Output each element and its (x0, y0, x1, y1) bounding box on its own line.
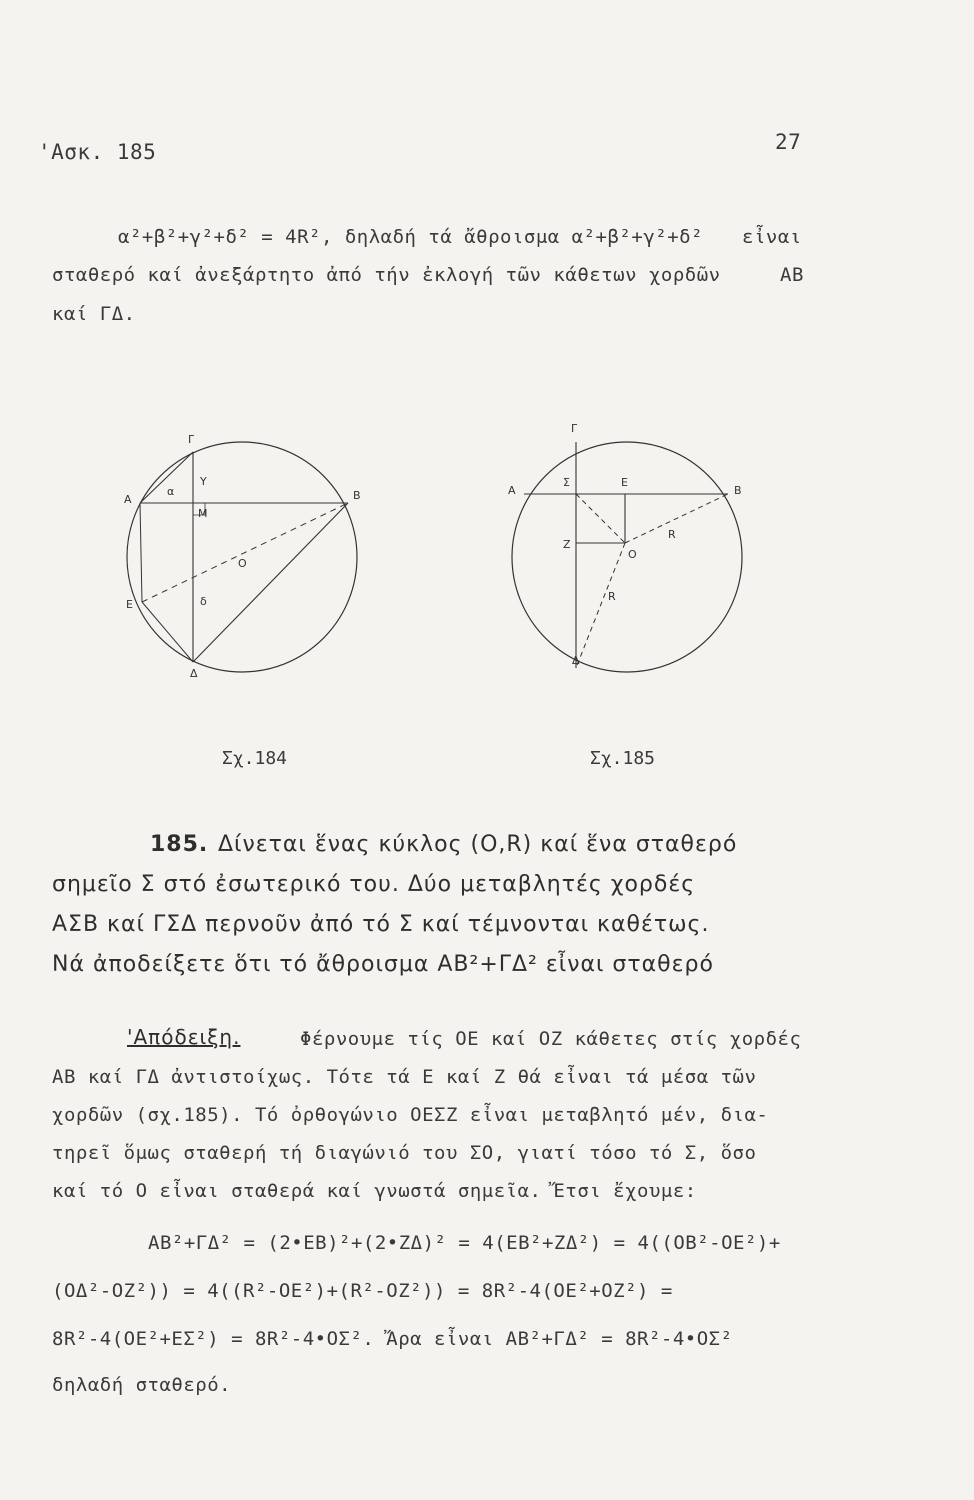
fig185-label-E: Ε (621, 476, 628, 489)
fig184-label-B: Β (353, 489, 361, 502)
intro-line-1-end: εἶναι (742, 226, 802, 248)
proof-line-3: χορδῶν (σχ.185). Τό ὀρθογώνιο ΟΕΣΖ εἶναι μεταβλητό μέν, δια- (52, 1104, 769, 1126)
fig184-label-O: Ο (238, 557, 247, 570)
fig184-caption: Σχ.184 (222, 748, 288, 769)
problem-line-2: σημεῖο Σ στό ἐσωτερικό του. Δύο μεταβλητές χορδές (52, 872, 696, 897)
proof-line-6: δηλαδή σταθερό. (52, 1374, 232, 1396)
intro-line-3: καί ΓΔ. (52, 303, 136, 325)
fig184-diameter-EB (142, 503, 348, 602)
problem-line-4: Νά ἀποδείξετε ὅτι τό ἄθροισμα ΑΒ²+ΓΔ² εἶναι σταθερό (52, 952, 714, 977)
fig184-label-d: δ (200, 595, 207, 608)
problem-line-3: ΑΣΒ καί ΓΣΔ περνοῦν ἀπό τό Σ καί τέμνονται καθέτως. (52, 912, 710, 937)
proof-line-2: ΑΒ καί ΓΔ ἀντιστοίχως. Τότε τά Ε καί Ζ θά εἶναι τά μέσα τῶν (52, 1066, 757, 1088)
problem-number-text: 185. (150, 832, 209, 857)
fig184-label-Y: Υ (200, 475, 207, 488)
proof-line-1: Φέρνουμε τίς ΟΕ καί ΟΖ κάθετες στίς χορδές (300, 1028, 802, 1050)
fig185-seg-OB (625, 494, 728, 543)
proof-equation-2: (ΟΔ²-ΟΖ²)) = 4((R²-ΟΕ²)+(R²-ΟΖ²)) = 8R²-4(ΟΕ²+ΟΖ²) = (52, 1280, 673, 1302)
problem-number (150, 832, 208, 857)
fig185-label-D: Δ (572, 654, 580, 667)
exercise-header: 'Ασκ. 185 (38, 140, 157, 164)
fig185-label-S: Σ (563, 476, 570, 489)
fig184-label-a: α (167, 485, 175, 498)
figure-185 (500, 420, 760, 680)
fig185-label-O: Ο (628, 548, 637, 561)
figure-184 (110, 425, 380, 685)
proof-heading: 'Απόδειξη. (127, 1025, 241, 1049)
fig184-label-D: Δ (190, 667, 198, 680)
fig185-caption: Σχ.185 (590, 748, 656, 769)
fig185-seg-SO (576, 494, 625, 543)
fig185-label-R1: R (668, 528, 676, 541)
fig185-label-Z: Ζ (563, 538, 571, 551)
fig184-seg-AE (140, 503, 142, 602)
fig184-label-E: Ε (126, 598, 133, 611)
intro-line-1: α²+β²+γ²+δ² = 4R², δηλαδή τά ἄθροισμα α²+β²+γ²+δ² (118, 226, 704, 248)
fig185-seg-OD (576, 543, 625, 668)
fig185-label-B: Β (734, 484, 742, 497)
intro-line-2-end: ΑΒ (780, 264, 804, 286)
proof-line-5: καί τό Ο εἶναι σταθερά καί γνωστά σημεῖα. Ἔτσι ἔχουμε: (52, 1180, 697, 1202)
proof-equation-3: 8R²-4(ΟΕ²+ΕΣ²) = 8R²-4•ΟΣ². Ἄρα εἶναι ΑΒ²+ΓΔ² = 8R²-4•ΟΣ² (52, 1328, 733, 1350)
fig184-label-A: Α (124, 493, 132, 506)
fig184-seg-ED (142, 602, 193, 662)
page-number: 27 (775, 130, 802, 154)
fig184-label-M: Μ (198, 507, 208, 520)
proof-equation-1: ΑΒ²+ΓΔ² = (2•ΕΒ)²+(2•ΖΔ)² = 4(ΕΒ²+ΖΔ²) = 4((ΟΒ²-ΟΕ²)+ (148, 1232, 781, 1254)
problem-line-1: Δίνεται ἕνας κύκλος (Ο,R) καί ἕνα σταθερό (218, 832, 738, 857)
fig184-seg-BD (193, 503, 348, 662)
fig185-label-A: Α (508, 484, 516, 497)
fig184-label-G: Γ (188, 433, 195, 446)
proof-line-4: τηρεῖ ὅμως σταθερή τή διαγώνιό του ΣΟ, γιατί τόσο τό Σ, ὅσο (52, 1142, 757, 1164)
fig185-label-R2: R (608, 590, 616, 603)
intro-line-2: σταθερό καί ἀνεξάρτητο ἀπό τήν ἐκλογή τῶν κάθετων χορδῶν (52, 264, 721, 286)
fig185-label-G: Γ (571, 422, 578, 435)
